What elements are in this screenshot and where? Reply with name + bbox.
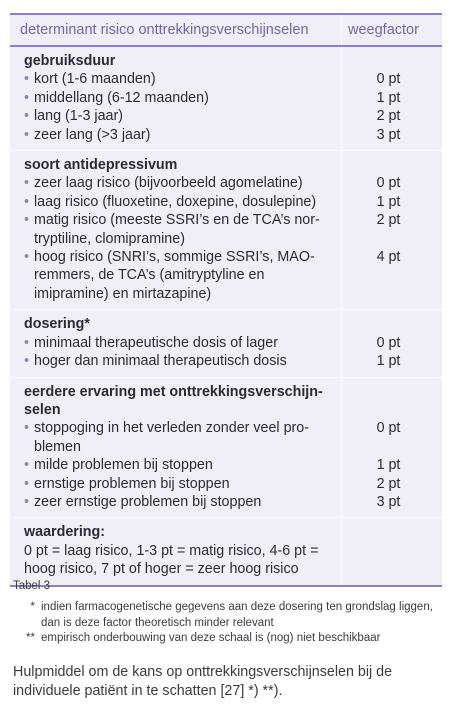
bullet-icon: • xyxy=(24,249,30,266)
table-row xyxy=(10,475,442,493)
bullet-icon: • xyxy=(24,108,30,125)
bullet-icon: • xyxy=(24,193,30,210)
section-waardering xyxy=(10,517,442,584)
table-row xyxy=(10,70,442,88)
waardering-title: waardering: xyxy=(24,524,106,541)
bullet-icon: • xyxy=(24,212,30,229)
table-row xyxy=(10,107,442,125)
bullet-icon: • xyxy=(24,71,30,88)
table-row xyxy=(10,126,442,144)
row-label: laag risico (fluoxetine, doxepine, dosulepine) xyxy=(34,193,317,210)
table-row xyxy=(10,193,442,211)
bullet-icon: • xyxy=(24,334,30,351)
table-bottom-rule xyxy=(10,585,442,587)
bullet-icon: • xyxy=(24,457,30,474)
footnote xyxy=(13,600,445,631)
row-label: middellang (6-12 maanden) xyxy=(34,89,209,106)
row-label: stoppoging in het verleden zonder veel pro-blemen xyxy=(34,420,309,455)
header-weegfactor: weegfactor xyxy=(348,22,419,38)
row-label: hoog risico (SNRI’s, sommige SSRI’s, MAO-remmers, de TCA’s (amitryptyline en imipramine) en mirtazapine) xyxy=(34,249,315,302)
section-dosering xyxy=(10,309,442,376)
table-row xyxy=(10,493,442,511)
waardering-text: 0 pt = laag risico, 1-3 pt = matig risico, 4-6 pt = hoog risico, 7 pt of hoger = zeer hoog risico xyxy=(24,542,319,578)
row-label: kort (1-6 maanden) xyxy=(34,71,156,88)
header-determinant: determinant risico onttrekkingsverschijnselen xyxy=(20,22,309,38)
row-score: 1 pt xyxy=(376,353,401,370)
row-score: 0 pt xyxy=(376,334,401,351)
row-score: 0 pt xyxy=(376,71,401,88)
row-label: zeer laag risico (bijvoorbeeld agomelatine) xyxy=(34,175,303,192)
footnotes xyxy=(13,600,445,647)
row-score: 2 pt xyxy=(376,212,401,229)
row-score: 3 pt xyxy=(376,126,401,143)
bullet-icon: • xyxy=(24,126,30,143)
row-label: ernstige problemen bij stoppen xyxy=(34,475,230,492)
row-score: 4 pt xyxy=(376,249,401,266)
bullet-icon: • xyxy=(24,420,30,437)
table-row xyxy=(10,419,442,456)
table-caption: Tabel 3 xyxy=(13,580,51,592)
table-row xyxy=(10,211,442,248)
row-score: 1 pt xyxy=(376,89,401,106)
section-gebruiksduur xyxy=(10,47,442,150)
footnote-mark: ** xyxy=(26,632,35,644)
footnote-mark: * xyxy=(30,601,35,613)
footnote xyxy=(13,631,445,647)
table-header xyxy=(10,15,442,45)
row-score: 0 pt xyxy=(376,420,401,437)
risk-table xyxy=(10,13,442,587)
row-label: hoger dan minimaal therapeutisch dosis xyxy=(34,353,287,370)
table-row xyxy=(10,456,442,474)
row-score: 3 pt xyxy=(376,493,401,510)
section-title: eerdere ervaring met onttrekkingsverschijn-selen xyxy=(24,383,323,418)
row-label: zeer lang (>3 jaar) xyxy=(34,126,151,143)
row-label: milde problemen bij stoppen xyxy=(34,457,213,474)
row-score: 2 pt xyxy=(376,108,401,125)
row-score: 2 pt xyxy=(376,475,401,492)
table-row xyxy=(10,352,442,370)
table-row xyxy=(10,248,442,303)
footnote-text: empirisch onderbouwing van deze schaal is (nog) niet beschikbaar xyxy=(41,632,381,644)
section-title: dosering* xyxy=(24,316,90,333)
row-score: 1 pt xyxy=(376,193,401,210)
bullet-icon: • xyxy=(24,353,30,370)
table-row xyxy=(10,89,442,107)
row-label: minimaal therapeutische dosis of lager xyxy=(34,334,278,351)
row-label: zeer ernstige problemen bij stoppen xyxy=(34,493,262,510)
table-body xyxy=(10,47,442,585)
table-row xyxy=(10,334,442,352)
bullet-icon: • xyxy=(24,175,30,192)
section-title: gebruiksduur xyxy=(24,53,116,69)
table-row xyxy=(10,174,442,192)
bullet-icon: • xyxy=(24,89,30,106)
section-soort-antidepressivum xyxy=(10,150,442,309)
row-label: lang (1-3 jaar) xyxy=(34,108,123,125)
bullet-icon: • xyxy=(24,493,30,510)
row-score: 0 pt xyxy=(376,175,401,192)
row-score: 1 pt xyxy=(376,457,401,474)
row-label: matig risico (meeste SSRI’s en de TCA’s nor-tryptiline, clomipramine) xyxy=(34,212,320,247)
bullet-icon: • xyxy=(24,475,30,492)
figure-description: Hulpmiddel om de kans op onttrekkingsverschijnselen bij de individuele patiënt in te schatten [27] *) **). xyxy=(13,664,393,699)
footnote-text: indien farmacogenetische gegevens aan deze dosering ten grondslag liggen, dan is deze factor theoretisch minder relevant xyxy=(41,601,433,629)
section-eerdere-ervaring xyxy=(10,377,442,518)
section-title: soort antidepressivum xyxy=(24,157,178,174)
